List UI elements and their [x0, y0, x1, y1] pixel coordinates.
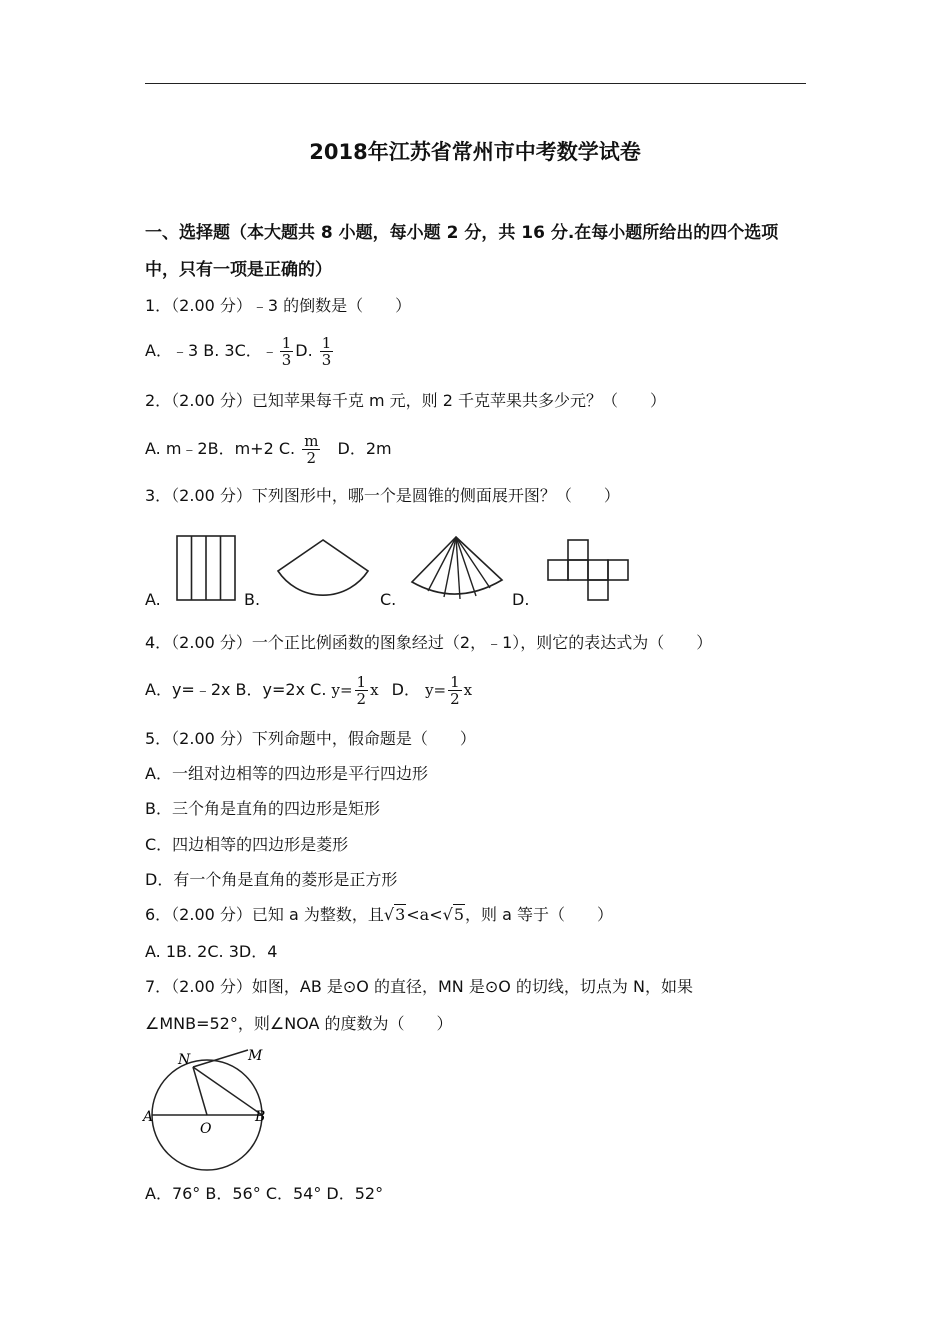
section-heading-line1: 一、选择题（本大题共 8 小题，每小题 2 分，共 16 分.在每小题所给出的四个选项 — [145, 223, 779, 243]
section-heading-line2: 中，只有一项是正确的） — [145, 260, 332, 280]
q2-stem: 2．（2.00 分）已知苹果每千克 m 元，则 2 千克苹果共多少元？（ ） — [145, 391, 667, 410]
less-than-2: < — [429, 905, 443, 924]
label-o: O — [200, 1121, 212, 1137]
q1-option-c[interactable]: C．﹣ — [234, 341, 278, 360]
q3-figure-b-sector — [276, 538, 370, 590]
q3-stem: 3．（2.00 分）下列图形中，哪一个是圆锥的侧面展开图？（ ） — [145, 486, 620, 505]
q3-figure-a-rectangles — [176, 535, 238, 601]
q7-stem-line1: 7．（2.00 分）如图，AB 是⊙O 的直径，MN 是⊙O 的切线，切点为 N，如果 — [145, 977, 693, 996]
fraction-denominator: 3 — [281, 351, 292, 369]
q1-stem: 1．（2.00 分）﹣3 的倒数是（ ） — [145, 296, 412, 315]
radical-sign: √ — [383, 905, 395, 924]
q5-option-d[interactable]: D．有一个角是直角的菱形是正方形 — [145, 870, 398, 889]
q3-figure-d-cube-net — [547, 539, 633, 603]
fraction-denominator: 2 — [450, 690, 460, 708]
q2-fraction-c — [302, 433, 320, 466]
q4-option-ab[interactable]: A．y=﹣2x B．y=2x C. — [145, 680, 327, 699]
label-b: B — [255, 1109, 266, 1125]
segment-no — [193, 1067, 207, 1115]
q6-options[interactable]: A. 1B. 2C. 3D．4 — [145, 942, 278, 961]
radicand: 3 — [395, 905, 406, 924]
q4-stem: 4．（2.00 分）一个正比例函数的图象经过（2，﹣1），则它的表达式为（ ） — [145, 633, 713, 652]
less-than-1: < — [406, 905, 420, 924]
fraction-numerator: 1 — [281, 334, 292, 352]
fraction-numerator: 1 — [450, 673, 460, 691]
q7-circle-figure — [140, 1045, 280, 1170]
segment-nb — [193, 1067, 262, 1115]
label-n: N — [178, 1052, 191, 1068]
q1-option-d[interactable]: D. — [295, 341, 313, 360]
radical-sign: √ — [442, 905, 453, 924]
q1-options — [145, 334, 335, 368]
q6-stem-pre: 6．（2.00 分）已知 a 为整数，且 — [145, 905, 384, 924]
label-m: M — [248, 1048, 263, 1064]
q5-stem: 5．（2.00 分）下列命题中，假命题是（ ） — [145, 729, 476, 748]
q6-stem-post: ，则 a 等于（ ） — [465, 905, 613, 924]
q2-option-ab[interactable]: A. m﹣2B．m+2 C. — [145, 439, 296, 458]
label-a: A — [143, 1109, 154, 1125]
q1-fraction-c — [280, 335, 294, 368]
q1-fraction-d — [320, 335, 334, 368]
q4-option-d[interactable]: D． — [391, 680, 420, 699]
q5-option-b[interactable]: B．三个角是直角的四边形是矩形 — [145, 799, 380, 818]
q4-option-d-y: y= — [425, 681, 447, 699]
radicand: 5 — [453, 905, 465, 924]
header-rule — [145, 83, 806, 84]
q3-label-d[interactable]: D. — [512, 590, 530, 609]
q4-option-c-x: x — [370, 681, 379, 699]
q1-option-a[interactable]: A．﹣3 — [145, 341, 199, 360]
q6-stem — [145, 904, 613, 926]
sqrt-3 — [384, 905, 406, 924]
q5-option-c[interactable]: C．四边相等的四边形是菱形 — [145, 835, 349, 854]
q5-option-a[interactable]: A．一组对边相等的四边形是平行四边形 — [145, 764, 428, 783]
q1-option-b[interactable]: B. 3 — [203, 341, 235, 360]
sqrt-5 — [443, 905, 465, 924]
q4-options — [145, 672, 472, 708]
q4-fraction-d — [448, 674, 462, 707]
q3-label-a[interactable]: A. — [145, 590, 161, 609]
q3-figure-c-pyramid-net — [410, 535, 506, 603]
q3-label-c[interactable]: C. — [380, 590, 397, 609]
q4-fraction-c — [355, 674, 369, 707]
fraction-denominator: 2 — [356, 690, 367, 708]
q2-options — [145, 432, 392, 466]
fraction-numerator: 1 — [321, 334, 332, 352]
q4-option-d-x: x — [463, 681, 473, 699]
var-a: a — [419, 905, 430, 924]
page-title: 2018年江苏省常州市中考数学试卷 — [309, 140, 641, 164]
q3-label-b[interactable]: B. — [244, 590, 261, 609]
q2-option-d[interactable]: D．2m — [337, 439, 392, 458]
tangent-mn — [193, 1050, 248, 1067]
fraction-numerator: m — [304, 432, 319, 450]
q4-option-c-y: y= — [331, 681, 353, 699]
fraction-numerator: 1 — [356, 673, 367, 691]
fraction-denominator: 2 — [306, 449, 317, 467]
q7-stem-line2: ∠MNB=52°，则∠NOA 的度数为（ ） — [145, 1014, 453, 1033]
q7-options[interactable]: A．76° B．56° C．54° D．52° — [145, 1184, 384, 1203]
fraction-denominator: 3 — [321, 351, 332, 369]
